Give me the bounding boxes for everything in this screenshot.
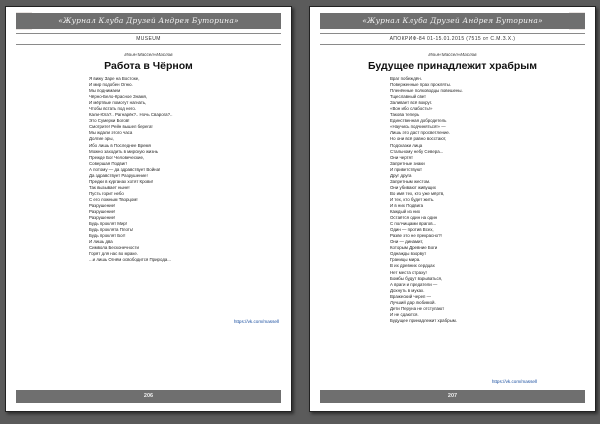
- poem-line: Кали-Юга?.. Рагнарёк?.. Ночь Сварога?..: [89, 112, 173, 118]
- page-number: 206: [16, 390, 281, 403]
- poem-author: Илья«Массел»Маслов: [124, 52, 173, 57]
- poem-line: И мир подобен Огню.: [89, 82, 133, 88]
- poem-line: Они убивают живущих: [390, 184, 436, 190]
- poem-body: [89, 76, 172, 263]
- poem-line: Горят для нас во мраке.: [89, 251, 139, 257]
- header-divider: [320, 33, 585, 34]
- poem-title: Работа в Чёрном: [104, 60, 193, 72]
- poem-line: Символа Бесконечности: [89, 245, 139, 251]
- poem-line: Нет места страху!: [390, 269, 427, 275]
- poem-line: Будь проклята Плоть!: [89, 227, 134, 233]
- poem-line: Лучший дар любимой.: [390, 299, 436, 305]
- poem-line: С его ложным Творцом!: [89, 196, 138, 202]
- poem-line: Разрушение!: [89, 215, 116, 221]
- poem-line: И лишь два: [89, 239, 113, 245]
- poem-line: Они — динамит,: [390, 239, 424, 245]
- page-header-title: «Журнал Клуба Друзей Андрея Буторина»: [16, 13, 281, 29]
- poem-line: А потому — да здравствует Война!: [89, 166, 161, 172]
- page-header-title: «Журнал Клуба Друзей Андрея Буторина»: [320, 13, 585, 29]
- poem-line: Предки в курганах хотят Крови!: [89, 178, 153, 184]
- poem-line: Будь проклят Мир!: [89, 221, 128, 227]
- poem-line: И приветствуют: [390, 166, 423, 172]
- poem-line: Так вызывает ныне!: [89, 184, 130, 190]
- right-page: [309, 6, 596, 412]
- poem-line: И в них Подвига: [390, 202, 424, 208]
- poem-line: Остаётся один на один: [390, 215, 438, 221]
- page-number: 207: [320, 390, 585, 403]
- poem-line: Пленённые полководцы повешены.: [390, 88, 463, 94]
- poem-line: Вражеский череп —: [390, 293, 432, 299]
- poem-line: Лишь это даст просветление.: [390, 130, 451, 136]
- poem-line: Мы ждали этого часа: [89, 130, 133, 136]
- poem-line: Разве это не прекрасно?!: [390, 233, 442, 239]
- poem-line: Заливает всё вокруг.: [390, 100, 433, 106]
- poem-title: Будущее принадлежит храбрым: [367, 60, 538, 72]
- poem-line: Враг побеждён.: [390, 76, 422, 81]
- poem-line: Дети Перуна не отступают: [390, 305, 445, 311]
- poem-line: Это Сумерки Богов!: [89, 118, 130, 124]
- poem-line: Ибо лишь в Последнее Время: [89, 142, 151, 148]
- poem-line: Будь проклят Бог!: [89, 233, 126, 239]
- poem-line: Будущее принадлежит храбрым.: [390, 317, 457, 323]
- poem-line: Запретные знаки: [390, 160, 425, 166]
- poem-line: Мы поднимаем: [89, 88, 121, 94]
- poem-line: Я вижу Заре на Востоке,: [89, 76, 140, 81]
- poem-line: А враги и предатели —: [390, 281, 438, 287]
- poem-line: «Вон ибо слабость!»: [390, 106, 433, 112]
- poem-line: Но они всё равно восстают,: [390, 136, 447, 142]
- poem-line: Бомбы будут взрываться,: [390, 275, 443, 281]
- subheader-divider: [320, 44, 585, 45]
- poem-line: Они чертят: [390, 154, 413, 160]
- poem-line: ...и лишь Огнём освободится Природа...: [89, 257, 171, 263]
- poem-line: Разрушение!: [89, 202, 116, 208]
- poem-line: Тщеславный свет: [390, 94, 427, 100]
- poem-line: Дохнуть в муках.: [390, 287, 425, 293]
- source-link[interactable]: https://vk.com/massell: [491, 379, 537, 384]
- poem-line: Друг друга: [390, 172, 412, 178]
- source-link[interactable]: https://vk.com/massell: [233, 319, 279, 324]
- poem-line: Поверженные прах прокляты.: [390, 82, 452, 88]
- poem-line: В их древних сердцах: [390, 263, 435, 269]
- poem-line: Единственная добродетель: [390, 118, 447, 124]
- header-divider: [16, 33, 281, 34]
- poem-line: С полчищами врагов...: [390, 221, 437, 227]
- poem-body: [390, 76, 463, 324]
- page-subheader: MUSEUM: [136, 36, 161, 42]
- subheader-divider: [16, 44, 281, 45]
- poem-line: Однажды взорвут: [390, 251, 427, 257]
- poem-line: Долгие эры,: [89, 136, 114, 142]
- poem-line: Каждый из них: [390, 209, 421, 215]
- poem-line: И не сдаются.: [390, 311, 419, 317]
- poem-line: Границы мира.: [390, 257, 421, 263]
- poem-line: И тех, кто будет жить.: [390, 196, 435, 202]
- poem-line: Смотрите! Рейн вышел берега!: [89, 124, 153, 130]
- poem-author: Илья«Массел»Маслов: [428, 52, 477, 57]
- poem-line: «Научись подчиняться!» —: [390, 124, 446, 130]
- poem-line: Разрушение!: [89, 209, 116, 215]
- poem-line: Чёрно-Бело-Красное Знамя,: [89, 94, 148, 100]
- poem-line: И мёртвые помогут нагнать,: [89, 100, 147, 106]
- left-page: [5, 6, 292, 412]
- poem-line: Да здравствует Разрушение!: [89, 172, 148, 178]
- poem-line: Пусть горит небо: [89, 190, 124, 196]
- poem-line: Можно заходить в мирскую жизнь: [89, 148, 159, 154]
- poem-line: Один — против Всех,: [390, 227, 434, 233]
- poem-line: Стальному небу Севера...: [390, 148, 444, 154]
- poem-line: Такова теперь: [390, 112, 420, 118]
- page-subheader: АПОКРИФ-84 01-15.01.2015 (7515 от С.М.З.Х.): [389, 36, 516, 42]
- poem-line: Которым Древние Боги: [390, 245, 438, 251]
- poem-line: Подсказки лица: [390, 142, 423, 148]
- poem-line: Во имя тех, кто уже мёртв,: [390, 190, 445, 196]
- poem-line: Совершая Подвиг!: [89, 160, 128, 166]
- poem-line: Чтобы встать под него.: [89, 106, 137, 112]
- poem-line: Запретным жестом.: [390, 178, 431, 184]
- poem-line: Прежде Бог Человеческие,: [89, 154, 145, 160]
